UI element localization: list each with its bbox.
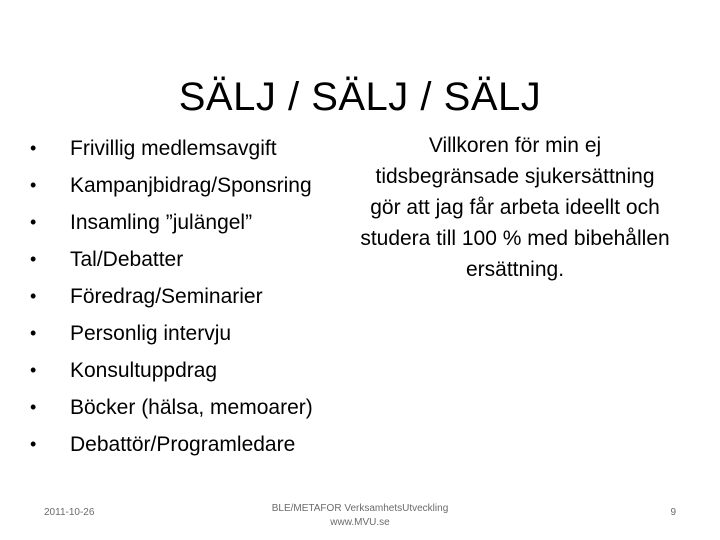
list-item bbox=[30, 241, 313, 278]
list-item-label: Konsultuppdrag bbox=[70, 359, 218, 382]
list-item-label: Böcker (hälsa, memoarer) bbox=[70, 396, 313, 419]
list-item-label: Kampanjbidrag/Sponsring bbox=[70, 174, 312, 197]
list-item-label: Frivillig medlemsavgift bbox=[70, 137, 277, 160]
slide-title: SÄLJ / SÄLJ / SÄLJ bbox=[178, 74, 542, 119]
footer-organization bbox=[240, 502, 480, 530]
bullet-icon: • bbox=[30, 212, 37, 232]
footer-date: 2011-10-26 bbox=[44, 507, 95, 518]
list-item bbox=[30, 315, 313, 352]
bullet-icon: • bbox=[30, 286, 37, 306]
list-item-label: Föredrag/Seminarier bbox=[70, 285, 263, 308]
list-item bbox=[30, 389, 313, 426]
list-item-label: Tal/Debatter bbox=[70, 248, 184, 271]
bullet-icon: • bbox=[30, 434, 37, 454]
footer-website: www.MVU.se bbox=[330, 517, 390, 528]
footer-organization-name: BLE/METAFOR VerksamhetsUtveckling bbox=[271, 503, 449, 514]
bullet-list bbox=[30, 130, 313, 463]
bullet-icon: • bbox=[30, 397, 37, 417]
list-item-label: Insamling ”julängel” bbox=[70, 211, 253, 234]
bullet-icon: • bbox=[30, 175, 37, 195]
list-item bbox=[30, 352, 313, 389]
list-item bbox=[30, 204, 313, 241]
list-item-label: Personlig intervju bbox=[70, 322, 232, 345]
bullet-icon: • bbox=[30, 360, 37, 380]
list-item bbox=[30, 167, 313, 204]
bullet-icon: • bbox=[30, 323, 37, 343]
list-item bbox=[30, 278, 313, 315]
side-note: Villkoren för min ej tidsbegränsade sjukersättning gör att jag får arbeta ideellt och studera till 100 % med bibehållen ersättning. bbox=[360, 134, 670, 281]
list-item-label: Debattör/Programledare bbox=[70, 433, 296, 456]
bullet-icon: • bbox=[30, 249, 37, 269]
bullet-icon: • bbox=[30, 138, 37, 158]
list-item bbox=[30, 130, 313, 167]
list-item bbox=[30, 426, 313, 463]
page-number: 9 bbox=[670, 507, 676, 518]
